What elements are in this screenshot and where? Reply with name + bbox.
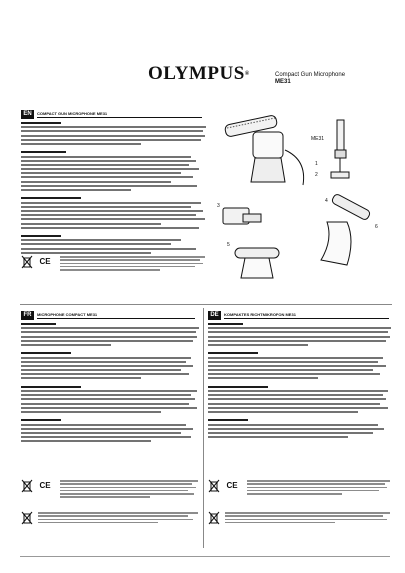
callout-5: 5 — [227, 242, 230, 248]
section-heading-de: KOMPAKTES RICHTMIKROFON ME31 — [224, 312, 296, 317]
body-text-fr — [21, 323, 199, 444]
mic-stand-figure — [331, 120, 349, 178]
body-text-en — [21, 122, 206, 256]
bin-crossed-icon — [208, 479, 220, 493]
product-title-line-1: Compact Gun Microphone — [275, 72, 346, 78]
fine-print-fr — [60, 480, 198, 500]
bin-crossed-icon — [21, 255, 33, 269]
bin-crossed-icon — [208, 511, 220, 525]
compliance-marks-fr — [21, 480, 61, 492]
compliance-marks-en — [21, 256, 61, 268]
callout-3: 3 — [217, 203, 220, 209]
section-heading-en: COMPACT GUN MICROPHONE ME31 — [37, 111, 108, 116]
holder-figure — [223, 208, 261, 224]
bin-crossed-icon — [21, 511, 33, 525]
body-text-de — [208, 323, 391, 440]
callout-1: 1 — [315, 161, 318, 167]
mic-on-camera-figure — [224, 115, 303, 185]
ce-mark: CE — [226, 481, 238, 490]
registered-mark: ® — [244, 71, 250, 77]
product-model: ME31 — [275, 79, 291, 85]
section-heading-fr: MICROPHONE COMPACT ME31 — [37, 312, 98, 317]
fine-print-de — [247, 480, 390, 496]
brand-name: OLYMPUS — [148, 63, 245, 84]
handheld-figure — [321, 193, 371, 265]
callout-4: 4 — [325, 198, 328, 204]
callout-2: 2 — [315, 172, 318, 178]
product-title — [275, 72, 385, 94]
section-divider — [20, 304, 392, 305]
bin-crossed-icon — [21, 479, 33, 493]
heading-rule-fr — [37, 318, 195, 319]
language-badge-en: EN — [21, 110, 34, 119]
ce-mark: CE — [39, 481, 51, 490]
windscreen-figure — [235, 248, 279, 278]
callout-model: ME31 — [311, 136, 325, 142]
heading-rule-en — [37, 117, 202, 118]
olympus-logo — [148, 64, 258, 84]
fine-print-de-2 — [225, 512, 390, 525]
language-badge-de: DE — [208, 311, 221, 320]
language-badge-fr: FR — [21, 311, 34, 320]
compliance-marks-de — [208, 480, 248, 492]
footer-print-line — [20, 556, 390, 561]
fine-print-fr-2 — [38, 512, 198, 525]
microphone-illustration — [215, 110, 390, 300]
callout-6: 6 — [375, 224, 378, 230]
fine-print-en — [60, 256, 205, 272]
column-divider — [203, 308, 204, 548]
heading-rule-de — [224, 318, 389, 319]
ce-mark: CE — [39, 257, 51, 266]
